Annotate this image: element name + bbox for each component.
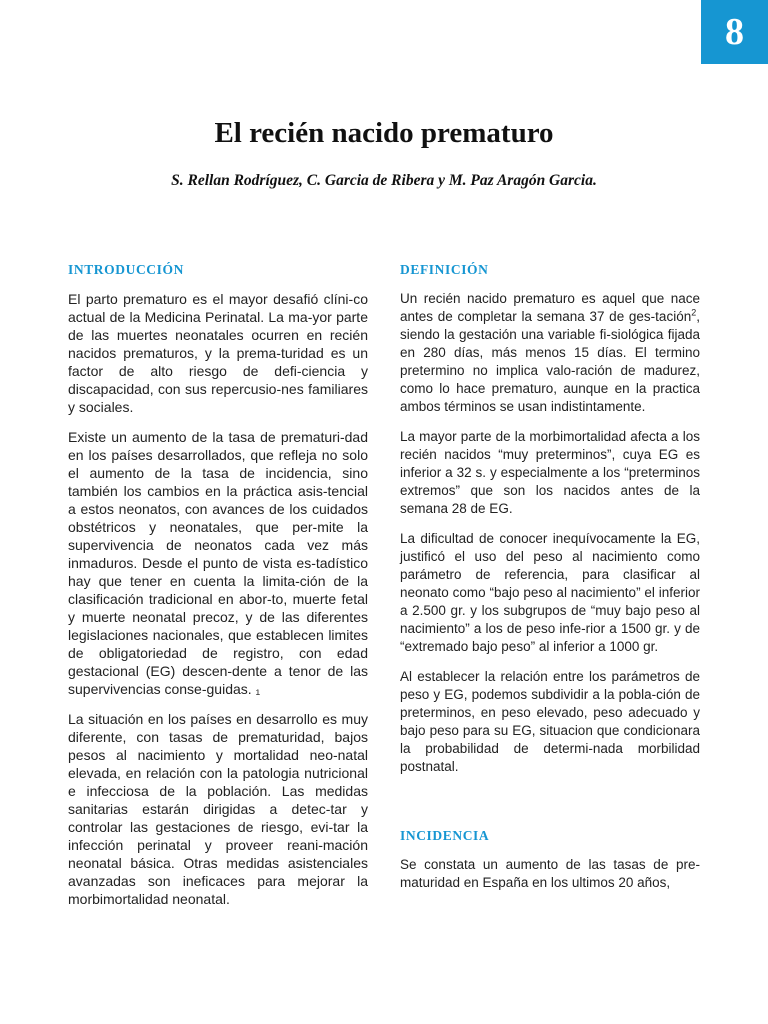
section-spacer: [400, 788, 700, 828]
section-heading-introduccion: INTRODUCCIÓN: [68, 262, 184, 277]
paragraph: La dificultad de conocer inequívocamente la EG, justificó el uso del peso al nacimiento como parámetro de referencia, para clasificar al neonato como “bajo peso al nacimiento” el inferior a 2.500 gr. y los subgrupos de “muy bajo peso al nacimiento” a los de peso infe-rior a 1500 gr. y de “extremado bajo peso” al inferior a 1000 gr.: [400, 531, 700, 654]
article-title: El recién nacido prematuro: [214, 117, 554, 149]
paragraph-text: Un recién nacido prematuro es aquel que nace antes de completar la semana 37 de ges-tación: [400, 291, 700, 324]
paragraph: Al establecer la relación entre los parámetros de peso y EG, podemos subdividir a la pobla-ción de preterminos, en peso elevado, peso adecuado y bajo peso para su EG, situacion que condicionara la probabilidad de determi-nada morbilidad postnatal.: [400, 669, 700, 774]
paragraph: El parto prematuro es el mayor desafió clíni-co actual de la Medicina Perinatal. La ma-yor parte de las muertes neonatales ocurren en recién nacidos prematuros, y la prema-turidad es un factor de alto riesgo de defi-ciencia y discapacidad, con sus repercusio-nes familiares y sociales.: [68, 291, 368, 415]
paragraph: Existe un aumento de la tasa de prematuri-dad en los países desarrollados, que refleja no solo el aumento de la tasa de incidencia, sino también los cambios en la práctica asis-tencial a estos neonatos, con avances de los cuidados obstétricos y neonatales, que per-mite la supervivencia de neonatos cada vez más inmaduros. Desde el punto de vista es-tadístico hay que tener en cuenta la limita-ción de la clasificación tradicional en abor-to, muerte fetal y muerte neonatal precoz, y de las diferentes legislaciones nacionales, que establecen limites de obligatoriedad de registro, con edad gestacional (EG) descen-dente a tenor de las supervivencias conse-guidas. ₁: [68, 429, 368, 697]
left-column: [68, 262, 368, 920]
paragraph: [400, 290, 700, 416]
article-authors: S. Rellan Rodríguez, C. Garcia de Ribera y M. Paz Aragón Garcia.: [171, 172, 597, 189]
paragraph: Se constata un aumento de las tasas de pre-maturidad en España en los ultimos 20 años,: [400, 857, 700, 890]
citation-superscript: 2: [691, 307, 697, 318]
paragraph: La mayor parte de la morbimortalidad afecta a los recién nacidos “muy preterminos”, cuya EG es inferior a 32 s. y especialmente a los “preterminos extremos” que son los nacidos antes de la semana 28 de EG.: [400, 429, 700, 516]
paragraph: La situación en los países en desarrollo es muy diferente, con tasas de prematuridad, bajos pesos al nacimiento y mortalidad neo-natal elevada, en relación con la patologia nutricional e infecciosa de la población. Las medidas sanitarias estarán dirigidas a detec-tar y controlar las gestaciones de riesgo, evi-tar la infección perinatal y proveer reani-mación neonatal básica. Otras medidas asistenciales avanzadas son ineficaces para mejorar la morbimortalidad neonatal.: [68, 711, 368, 907]
page-number-badge: 8: [701, 0, 768, 64]
section-heading-incidencia: INCIDENCIA: [400, 828, 490, 843]
section-heading-definicion: DEFINICIÓN: [400, 262, 489, 277]
paragraph-text: , siendo la gestación una variable fi-siológica fijada en 280 días, más menos 15 días. El termino pretermino no implica valo-ración de madurez, como lo hace prematuro, aunque en la practica ambos términos se usan indistintamente.: [400, 309, 700, 414]
right-column: [400, 262, 700, 904]
